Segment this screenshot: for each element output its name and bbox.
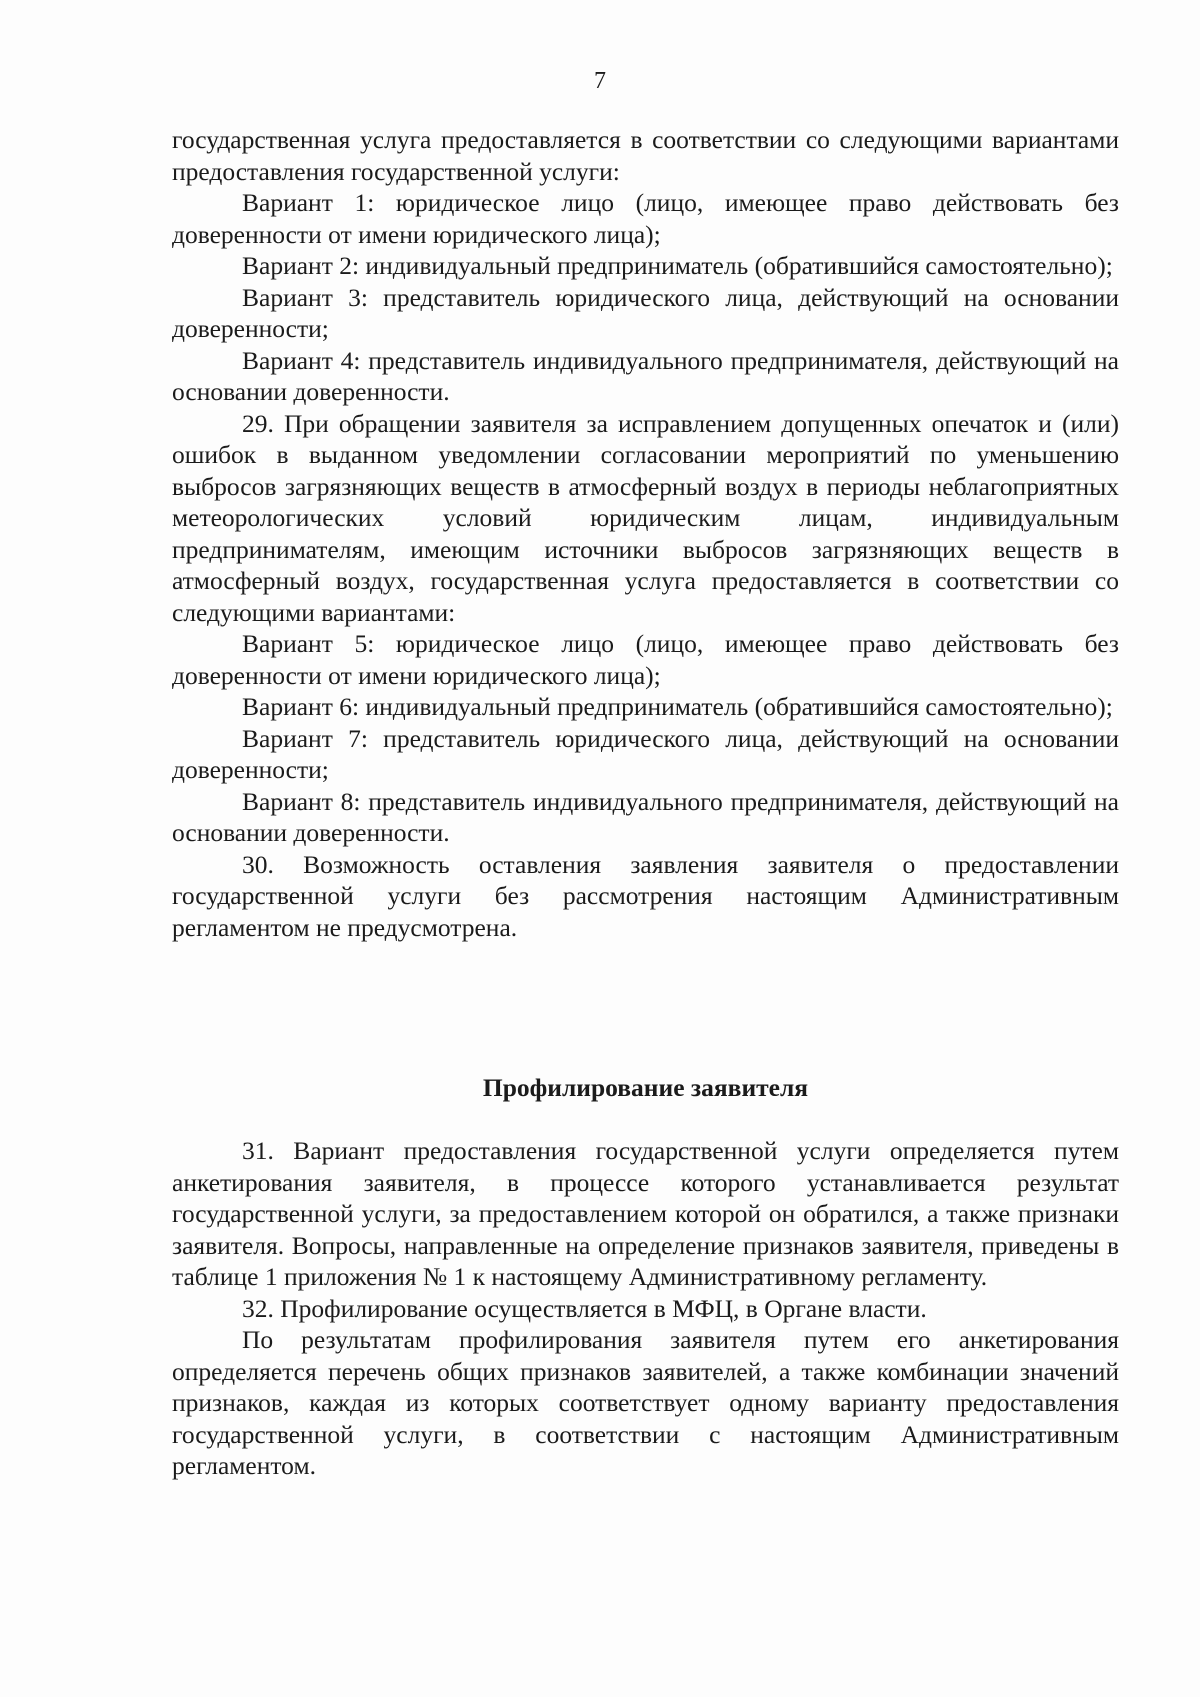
paragraph-variant-5: Вариант 5: юридическое лицо (лицо, имеющее право действовать без доверенности от имени юридического лица); [172,629,1119,690]
paragraph-clause-32: 32. Профилирование осуществляется в МФЦ, в Органе власти. [242,1293,927,1323]
paragraph-profiling-results: По результатам профилирования заявителя путем его анкетирования определяется перечень общих признаков заявителей, а также комбинации значений признаков, каждая из которых соответствует одному варианту предоставления государственной услуги, в соответствии с настоящим Административным регламентом. [172,1325,1119,1480]
section-heading: Профилирование заявителя [482,1073,809,1102]
section-variants [172,124,1119,943]
paragraph-variant-4: Вариант 4: представитель индивидуального предпринимателя, действующий на основании доверенности. [172,345,1119,406]
page-number: 7 [594,68,606,94]
paragraph-variant-7: Вариант 7: представитель юридического лица, действующий на основании доверенности; [172,723,1119,784]
paragraph-intro: государственная услуга предоставляется в соответствии со следующими вариантами предоставления государственной услуги: [172,125,1119,186]
paragraph-variant-1: Вариант 1: юридическое лицо (лицо, имеющее право действовать без доверенности от имени юридического лица); [172,188,1119,249]
paragraph-variant-2: Вариант 2: индивидуальный предприниматель (обратившийся самостоятельно); [242,251,1113,280]
paragraph-clause-30: 30. Возможность оставления заявления заявителя о предоставлении государственной услуги без рассмотрения настоящим Административным регламентом не предусмотрена. [172,849,1119,942]
paragraph-variant-8: Вариант 8: представитель индивидуального предпринимателя, действующий на основании доверенности. [172,786,1119,847]
paragraph-clause-31: 31. Вариант предоставления государственной услуги определяется путем анкетирования заявителя, в процессе которого устанавливается результат государственной услуги, за предоставлением которой он обратился, а также признаки заявителя. Вопросы, направленные на определение признаков заявителя, приведены в таблице 1 приложения № 1 к настоящему Административному регламенту. [172,1136,1119,1291]
section-profiling [172,1135,1119,1482]
paragraph-variant-6: Вариант 6: индивидуальный предприниматель (обратившийся самостоятельно); [242,692,1113,721]
paragraph-clause-29: 29. При обращении заявителя за исправлением допущенных опечаток и (или) ошибок в выданном уведомлении согласовании мероприятий по уменьшению выбросов загрязняющих веществ в атмосферный воздух в периоды неблагоприятных метеорологических условий юридическим лицам, индивидуальным предпринимателям, имеющим источники выбросов загрязняющих веществ в атмосферный воздух, государственная услуга предоставляется в соответствии со следующими вариантами: [172,408,1119,627]
paragraph-variant-3: Вариант 3: представитель юридического лица, действующий на основании доверенности; [172,282,1119,343]
